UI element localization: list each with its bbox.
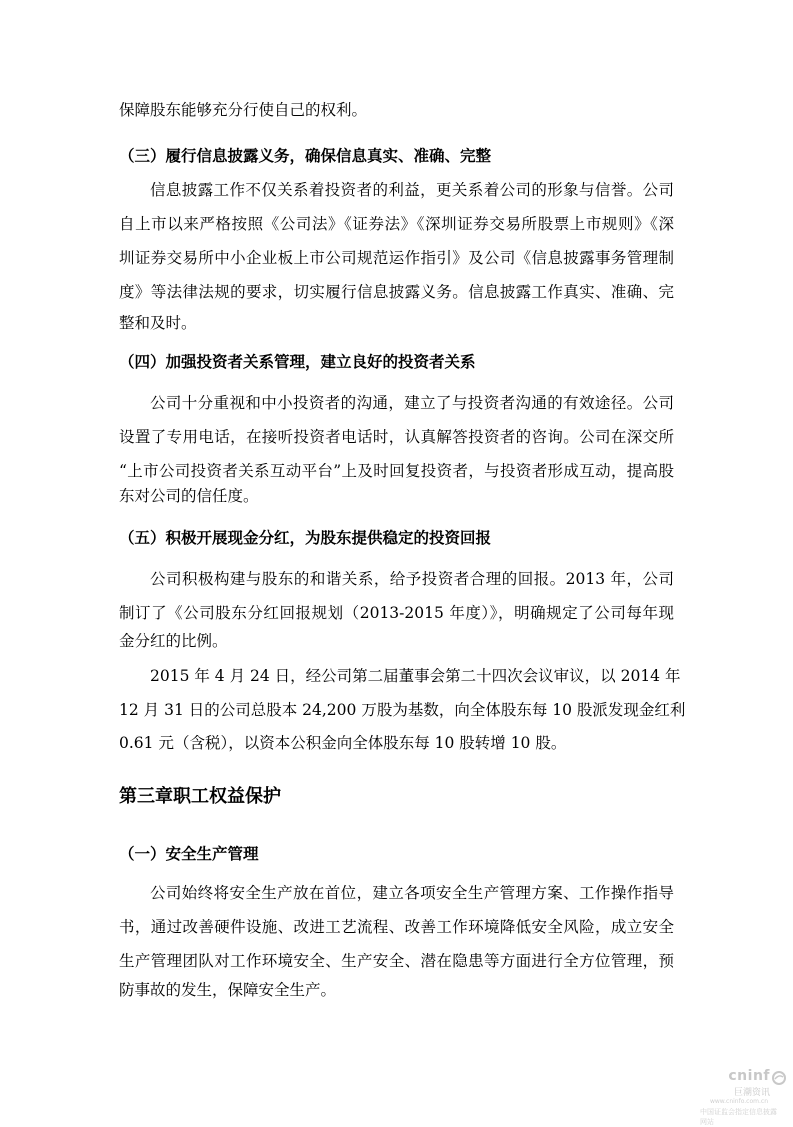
section3-line: 信息披露工作不仅关系着投资者的利益，更关系着公司的形象与信誉。公司 [150, 181, 674, 199]
section5-para1-line: 金分红的比例。 [119, 632, 228, 650]
watermark-brand: cninf [728, 1068, 770, 1084]
section-heading-5: （五）积极开展现金分红，为股东提供稳定的投资回报 [119, 529, 492, 547]
section-heading-4: （四）加强投资者关系管理，建立良好的投资者关系 [119, 353, 476, 371]
subsection1-line: 书，通过改善硬件设施、改进工艺流程、改善工作环境降低安全风险，成立安全 [119, 918, 674, 936]
paragraph-tail: 保障股东能够充分行使自己的权利。 [119, 101, 368, 119]
section5-para2-line: 12 月 31 日的公司总股本 24,200 万股为基数，向全体股东每 10 股派发现金红利 [119, 701, 686, 719]
section5-para1-line: 制订了《公司股东分红回报规划（2013-2015 年度）》，明确规定了公司每年现 [119, 604, 674, 622]
subsection1-line: 公司始终将安全生产放在首位，建立各项安全生产管理方案、工作操作指导 [150, 884, 674, 902]
cninfo-logo-icon [772, 1070, 786, 1084]
section3-line: 度》等法律法规的要求，切实履行信息披露义务。信息披露工作真实、准确、完 [119, 283, 674, 301]
section3-line: 整和及时。 [119, 314, 197, 332]
chapter-title: 第三章职工权益保护 [119, 786, 281, 807]
section4-line: 设置了专用电话，在接听投资者电话时，认真解答投资者的咨询。公司在深交所 [119, 428, 674, 446]
section-heading-3: （三）履行信息披露义务，确保信息真实、准确、完整 [119, 147, 492, 165]
subsection1-line: 生产管理团队对工作环境安全、生产安全、潜在隐患等方面进行全方位管理，预 [119, 952, 674, 970]
watermark-footer: 中国证监会指定信息披露网站 [700, 1108, 777, 1126]
section4-line: 东对公司的信任度。 [119, 487, 259, 505]
watermark-brand-cn: 巨潮资讯 [733, 1088, 770, 1098]
section5-para2-line: 2015 年 4 月 24 日，经公司第二届董事会第二十四次会议审议，以 2014 年 [150, 667, 681, 685]
section4-line: “上市公司投资者关系互动平台”上及时回复投资者，与投资者形成互动，提高股 [119, 462, 674, 480]
section4-line: 公司十分重视和中小投资者的沟通，建立了与投资者沟通的有效途径。公司 [150, 394, 674, 412]
subsection1-line: 防事故的发生，保障安全生产。 [119, 981, 337, 999]
subsection-heading-1: （一）安全生产管理 [119, 845, 259, 863]
watermark-url: www.cninfo.com.cn [709, 1098, 768, 1105]
section3-line: 自上市以来严格按照《公司法》《证券法》《深圳证券交易所股票上市规则》《深 [119, 215, 674, 233]
section5-para2-line: 0.61 元（含税），以资本公积金向全体股东每 10 股转增 10 股。 [119, 734, 567, 752]
section5-para1-line: 公司积极构建与股东的和谐关系，给予投资者合理的回报。2013 年，公司 [150, 570, 674, 588]
section3-line: 圳证券交易所中小企业板上市公司规范运作指引》及公司《信息披露事务管理制 [119, 249, 674, 267]
cninfo-watermark [700, 1068, 790, 1126]
